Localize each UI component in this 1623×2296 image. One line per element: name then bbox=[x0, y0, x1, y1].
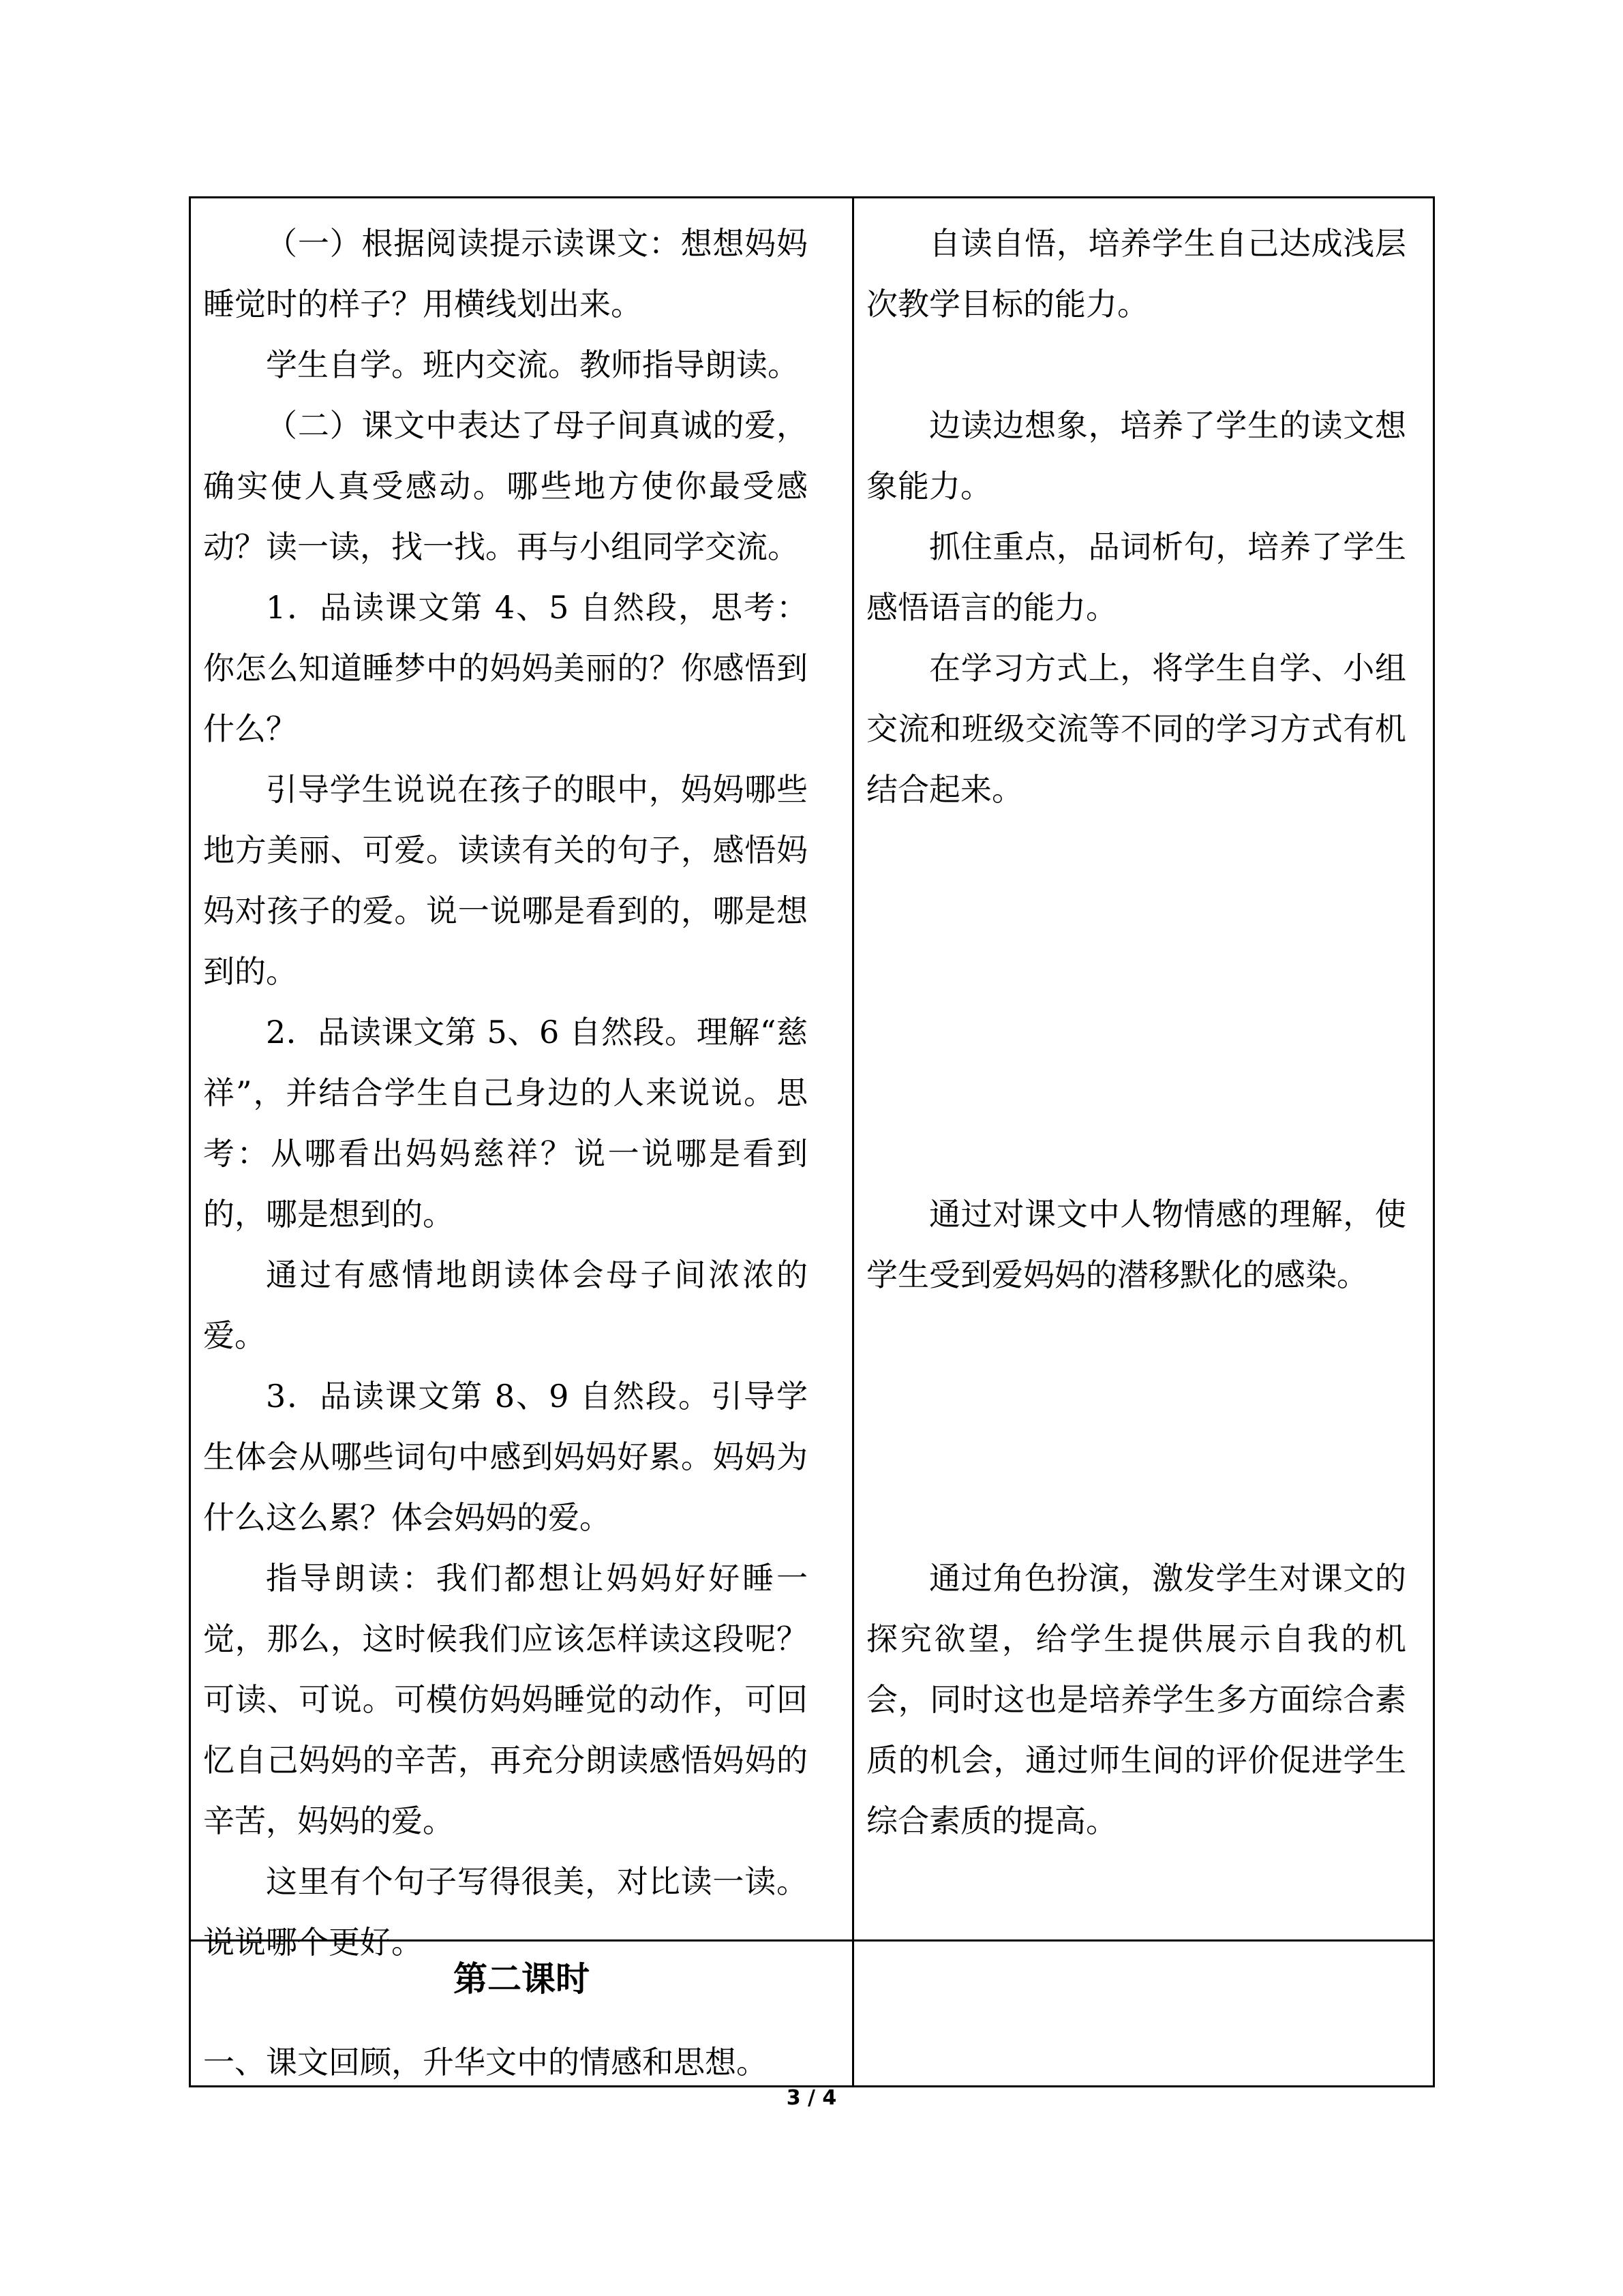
table-border-right bbox=[1433, 196, 1435, 2087]
section-heading: 第二课时 bbox=[453, 1959, 590, 1999]
left-column-content bbox=[203, 213, 808, 1973]
left-paragraph: 2．品读课文第 5、6 自然段。理解“慈祥”，并结合学生自己身边的人来说说。思考：从哪看出妈妈慈祥？说一说哪是看到的，哪是想到的。 bbox=[203, 1014, 808, 1233]
left-paragraph: 学生自学。班内交流。教师指导朗读。 bbox=[266, 346, 799, 383]
table-border-middle bbox=[852, 196, 854, 2087]
left-paragraph: 1．品读课文第 4、5 自然段，思考：你怎么知道睡梦中的妈妈美丽的？你感悟到什么？ bbox=[203, 589, 808, 747]
right-paragraph: 抓住重点，品词析句，培养了学生感悟语言的能力。 bbox=[866, 528, 1406, 626]
right-paragraph: 在学习方式上，将学生自学、小组交流和班级交流等不同的学习方式有机结合起来。 bbox=[866, 650, 1406, 808]
section-line: 一、课文回顾，升华文中的情感和思想。 bbox=[203, 2044, 768, 2081]
right-paragraph: 自读自悟，培养学生自己达成浅层次教学目标的能力。 bbox=[866, 225, 1406, 322]
left-paragraph: 通过有感情地朗读体会母子间浓浓的爱。 bbox=[203, 1256, 808, 1354]
left-paragraph: 这里有个句子写得很美，对比读一读。说说哪个更好。 bbox=[203, 1863, 808, 1961]
left-paragraph: （二）课文中表达了母子间真诚的爱，确实使人真受感动。哪些地方使你最受感动？读一读，找一找。再与小组同学交流。 bbox=[203, 407, 808, 565]
left-paragraph: 指导朗读：我们都想让妈妈好好睡一觉，那么，这时候我们应该怎样读这段呢？可读、可说。可模仿妈妈睡觉的动作，可回忆自己妈妈的辛苦，再充分朗读感悟妈妈的辛苦，妈妈的爱。 bbox=[203, 1560, 808, 1839]
right-column-content bbox=[866, 213, 1406, 1852]
page-number: 3 / 4 bbox=[786, 2086, 837, 2110]
left-paragraph: 引导学生说说在孩子的眼中，妈妈哪些地方美丽、可爱。读读有关的句子，感悟妈妈对孩子的爱。说一说哪是看到的，哪是想到的。 bbox=[203, 771, 808, 990]
right-paragraph: 边读边想象，培养了学生的读文想象能力。 bbox=[866, 407, 1406, 504]
table-border-top bbox=[189, 196, 1435, 198]
left-paragraph: （一）根据阅读提示读课文：想想妈妈睡觉时的样子？用横线划出来。 bbox=[203, 225, 808, 322]
right-paragraph: 通过对课文中人物情感的理解，使学生受到爱妈妈的潜移默化的感染。 bbox=[866, 1196, 1406, 1293]
lesson-table bbox=[189, 196, 1435, 2087]
right-paragraph: 通过角色扮演，激发学生对课文的探究欲望，给学生提供展示自我的机会，同时这也是培养学生多方面综合素质的机会，通过师生间的评价促进学生综合素质的提高。 bbox=[866, 1560, 1406, 1839]
left-paragraph: 3．品读课文第 8、9 自然段。引导学生体会从哪些词句中感到妈妈好累。妈妈为什么这么累？体会妈妈的爱。 bbox=[203, 1378, 808, 1536]
table-border-left bbox=[189, 196, 191, 2087]
